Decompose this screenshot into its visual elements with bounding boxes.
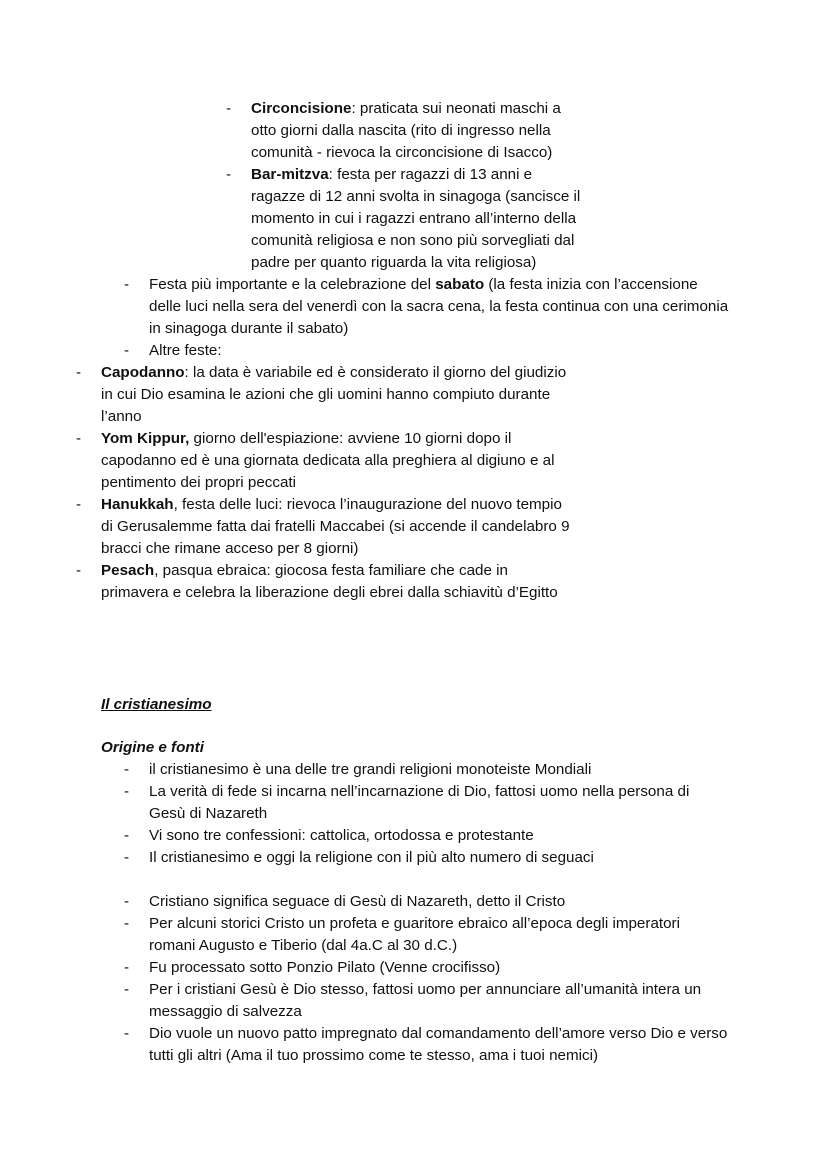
list-item: [101, 362, 576, 428]
text: Festa più importante e la celebrazione del: [149, 276, 436, 293]
term: Circoncisione: [251, 100, 352, 117]
list-item: - La verità di fede si incarna nell’incarnazione di Dio, fattosi uomo nella persona di Gesù di Nazareth: [149, 781, 729, 825]
term: Yom Kippur,: [101, 430, 190, 447]
list-item: - Vi sono tre confessioni: cattolica, ortodossa e protestante: [149, 825, 729, 847]
list-item: - Il cristianesimo e oggi la religione con il più alto numero di seguaci: [149, 847, 729, 869]
section-title: Il cristianesimo: [101, 696, 212, 713]
term: Hanukkah: [101, 496, 174, 513]
list-item: [101, 494, 576, 560]
christianity-section: [0, 737, 828, 1067]
label: Altre feste:: [149, 342, 222, 359]
list-item-sabato: [149, 274, 729, 340]
feste-list: [0, 362, 576, 604]
list-item: [101, 560, 576, 604]
origins-list: [0, 759, 729, 869]
christ-list: [0, 891, 729, 1067]
list-item: [251, 98, 581, 164]
definition: , festa delle luci: rievoca l’inaugurazione del nuovo tempio di Gerusalemme fatta dai fratelli Maccabei (si accende il candelabro 9 bracci che rimane acceso per 8 giorni): [101, 496, 570, 557]
definition: , pasqua ebraica: giocosa festa familiare che cade in primavera e celebra la liberazione degli ebrei dalla schiavitù d’Egitto: [101, 562, 558, 601]
list-item: [101, 428, 576, 494]
spacer: [0, 869, 828, 891]
list-item: - Per i cristiani Gesù è Dio stesso, fattosi uomo per annunciare all’umanità intera un messaggio di salvezza: [149, 979, 729, 1023]
christianity-heading-block: [0, 694, 828, 716]
term: Pesach: [101, 562, 155, 579]
text: (la festa inizia con l’accensione delle luci nella sera del venerdì con la sacra cena, la festa continua con una cerimonia in sinagoga durante il sabato): [149, 276, 729, 337]
definition: : praticata sui neonati maschi a otto giorni dalla nascita (rito di ingresso nella comunità - rievoca la circoncisione di Isacco): [251, 100, 561, 161]
definition: : festa per ragazzi di 13 anni e ragazze di 12 anni svolta in sinagoga (sancisce il momento in cui i ragazzi entrano all’interno della comunità religiosa e non sono più sorvegliati dal padre per quanto riguarda la vita religiosa): [251, 166, 581, 271]
list-item: - Fu processato sotto Ponzio Pilato (Venne crocifisso): [149, 957, 729, 979]
judaism-section: [0, 98, 828, 604]
definition: giorno dell'espiazione: avviene 10 giorni dopo il capodanno ed è una giornata dedicata alla preghiera al digiuno e al pentimento dei propri peccati: [101, 430, 555, 491]
list-item: - Per alcuni storici Cristo un profeta e guaritore ebraico all’epoca degli imperatori romani Augusto e Tiberio (dal 4a.C al 30 d.C.): [149, 913, 729, 957]
rites-list: [0, 98, 581, 274]
list-item: [251, 164, 581, 274]
term: Capodanno: [101, 364, 185, 381]
main-list: [0, 274, 729, 362]
list-item: - Dio vuole un nuovo patto impregnato dal comandamento dell’amore verso Dio e verso tutti gli altri (Ama il tuo prossimo come te stesso, ama i tuoi nemici): [149, 1023, 729, 1067]
list-item-altre-feste: [149, 340, 729, 362]
term: Bar-mitzva: [251, 166, 329, 183]
list-item: - il cristianesimo è una delle tre grandi religioni monoteiste Mondiali: [149, 759, 729, 781]
subsection-title: Origine e fonti: [101, 739, 204, 756]
term: sabato: [435, 276, 485, 293]
definition: : la data è variabile ed è considerato il giorno del giudizio in cui Dio esamina le azioni che gli uomini hanno compiuto durante l’anno: [101, 364, 567, 425]
list-item: - Cristiano significa seguace di Gesù di Nazareth, detto il Cristo: [149, 891, 729, 913]
